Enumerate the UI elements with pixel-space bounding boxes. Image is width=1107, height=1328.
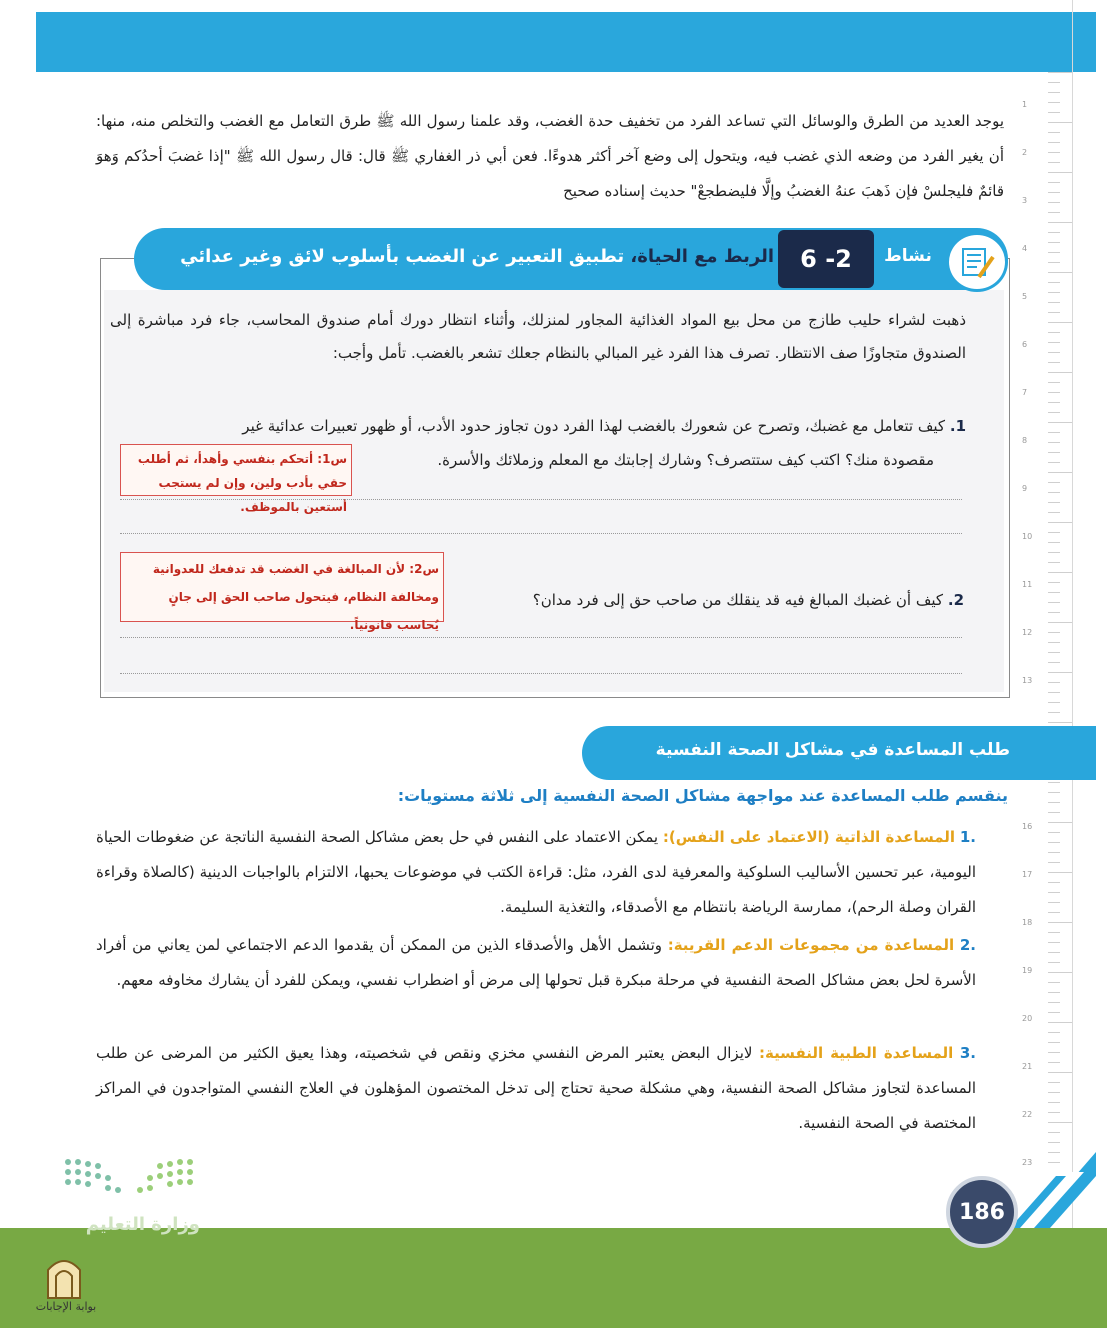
top-banner <box>36 12 1096 72</box>
ruler-number: 4 <box>1022 244 1028 253</box>
activity-icon <box>946 232 1008 292</box>
ruler-tick <box>1048 392 1060 393</box>
ruler-tick <box>1048 322 1072 323</box>
ruler-tick <box>1048 482 1060 483</box>
answer-line <box>120 672 962 674</box>
ruler-tick <box>1048 102 1060 103</box>
ruler-tick <box>1048 92 1060 93</box>
help-level-3-number: .3 <box>959 1044 976 1062</box>
ruler-tick <box>1048 462 1060 463</box>
ruler-number: 13 <box>1022 676 1033 685</box>
activity-title-strong: الربط مع الحياة، <box>630 246 774 267</box>
ruler-tick <box>1048 972 1072 973</box>
answer-line <box>120 636 962 638</box>
ruler-tick <box>1048 382 1060 383</box>
ruler-tick <box>1048 682 1060 683</box>
ruler-tick <box>1048 162 1060 163</box>
help-level-2 <box>96 928 976 998</box>
ruler-tick <box>1048 452 1060 453</box>
question-1-number: 1. <box>949 417 966 435</box>
ruler-tick <box>1048 212 1060 213</box>
ruler-tick <box>1048 1072 1072 1073</box>
ruler-number: 9 <box>1022 484 1028 493</box>
portal-logo-text: بوابة الإجابات <box>35 1300 97 1313</box>
ruler-tick <box>1048 492 1060 493</box>
ruler-tick <box>1048 222 1072 223</box>
ruler-number: 17 <box>1022 870 1033 879</box>
ruler-tick <box>1048 642 1060 643</box>
section-title: طلب المساعدة في مشاكل الصحة النفسية <box>655 740 1010 760</box>
ruler-tick <box>1048 902 1060 903</box>
ruler-tick <box>1048 1052 1060 1053</box>
ruler-tick <box>1048 612 1060 613</box>
question-1-line2: مقصودة منك؟ اكتب كيف ستتصرف؟ وشارك إجابتك مع المعلم وزملائك والأسرة. <box>437 451 934 469</box>
help-level-2-text: وتشمل الأهل والأصدقاء الذين من الممكن أن يقدموا الدعم الاجتماعي لمن يعاني من أفراد الأسرة لحل بعض مشاكل الصحة النفسية في مرحلة مبكرة قبل تحولها إلى مرض أو اضطراب نفسي، ويمكن للفرد أن يشارك مخاوفه معهم. <box>96 936 976 989</box>
ruler-tick <box>1048 112 1060 113</box>
ruler-tick <box>1048 552 1060 553</box>
ruler-number: 2 <box>1022 148 1028 157</box>
ruler-tick <box>1048 1082 1060 1083</box>
ruler-tick <box>1048 302 1060 303</box>
ruler-tick <box>1048 662 1060 663</box>
ruler-tick <box>1048 932 1060 933</box>
help-level-2-number: .2 <box>959 936 976 954</box>
ruler-tick <box>1048 152 1060 153</box>
ruler-tick <box>1048 632 1060 633</box>
ruler-number: 7 <box>1022 388 1028 397</box>
ruler-tick <box>1048 982 1060 983</box>
ruler-tick <box>1048 352 1060 353</box>
ruler-tick <box>1048 312 1060 313</box>
ruler-tick <box>1048 402 1060 403</box>
ruler-tick <box>1048 292 1060 293</box>
activity-title-rest: تطبيق التعبير عن الغضب بأسلوب لائق وغير عدائي <box>180 246 631 267</box>
margin-ruler <box>1020 72 1072 1172</box>
ruler-tick <box>1048 912 1060 913</box>
ruler-tick <box>1048 922 1072 923</box>
ruler-tick <box>1048 782 1060 783</box>
ruler-tick <box>1048 862 1060 863</box>
ruler-number: 16 <box>1022 822 1033 831</box>
help-level-3-label: المساعدة الطبية النفسية: <box>758 1044 954 1062</box>
ruler-tick <box>1048 242 1060 243</box>
ruler-number: 5 <box>1022 292 1028 301</box>
ruler-tick <box>1048 362 1060 363</box>
ruler-tick <box>1048 562 1060 563</box>
ruler-tick <box>1048 892 1060 893</box>
ruler-tick <box>1048 602 1060 603</box>
footer-band <box>0 1228 1107 1328</box>
ruler-tick <box>1048 532 1060 533</box>
ruler-tick <box>1048 182 1060 183</box>
question-2-number: 2. <box>947 591 964 609</box>
ruler-tick <box>1048 1142 1060 1143</box>
ruler-tick <box>1048 702 1060 703</box>
ruler-tick <box>1048 72 1072 73</box>
activity-number: 6 -2 <box>778 230 874 288</box>
ruler-tick <box>1048 542 1060 543</box>
ruler-tick <box>1048 672 1072 673</box>
ruler-tick <box>1048 252 1060 253</box>
ruler-tick <box>1048 142 1060 143</box>
portal-logo-icon <box>44 1252 84 1300</box>
answer-1: س1: أتحكم بنفسي وأهدأ، ثم أطلب حقي بأدب ولين، وإن لم يستجب أستعين بالموظف. <box>120 444 352 496</box>
ruler-number: 1 <box>1022 100 1028 109</box>
ruler-number: 23 <box>1022 1158 1033 1167</box>
ruler-tick <box>1048 122 1072 123</box>
intro-paragraph: يوجد العديد من الطرق والوسائل التي تساعد الفرد من تخفيف حدة الغضب، وقد علمنا رسول الله ﷺ طرق التعامل مع الغضب والتخلص منه، منها: أن يغير الفرد من وضعه الذي غضب فيه، ويتحول إلى وضع آخر أكثر هدوءًا. فعن أبي ذر الغفاري ﷺ قال: قال رسول الله ﷺ "إذا غضبَ أحدُكم وَهوَ قائمٌ فليجلسْ فإن ذَهبَ عنهُ الغضبُ وإلَّا فليضطجعْ" حديث إسناده صحيح <box>96 112 1004 200</box>
ruler-number: 11 <box>1022 580 1033 589</box>
ruler-tick <box>1048 1092 1060 1093</box>
ruler-tick <box>1048 882 1060 883</box>
ruler-tick <box>1048 582 1060 583</box>
help-level-3-text: لايزال البعض يعتبر المرض النفسي مخزي ونقص في شخصيته، وهذا يعيق الكثير من المرضى عن طلب المساعدة لتجاوز مشاكل الصحة النفسية، وهي مشكلة صحية تحتاج إلى تدخل المختصون المؤهلون في العلاج النفسي المتواجدون في المراكز المختصة في الصحة النفسية. <box>96 1044 976 1132</box>
help-level-1 <box>96 820 976 925</box>
ruler-number: 18 <box>1022 918 1033 927</box>
ruler-tick <box>1048 802 1060 803</box>
answer-2: س2: لأن المبالغة في الغضب قد تدفعك للعدوانية ومخالفة النظام، فيتحول صاحب الحق إلى جانٍ يُحاسب قانونياً. <box>120 552 444 622</box>
ruler-tick <box>1048 342 1060 343</box>
ruler-tick <box>1048 852 1060 853</box>
help-level-2-label: المساعدة من مجموعات الدعم القريبة: <box>667 936 955 954</box>
answer-line <box>120 498 962 500</box>
ruler-tick <box>1048 1042 1060 1043</box>
ruler-tick <box>1048 1012 1060 1013</box>
footer-stripe-icon <box>1010 1152 1096 1228</box>
ruler-tick <box>1048 1062 1060 1063</box>
ruler-tick <box>1048 432 1060 433</box>
ruler-tick <box>1048 692 1060 693</box>
ruler-tick <box>1048 952 1060 953</box>
ministry-logo-text: وزارة التعليم <box>85 1214 200 1235</box>
question-2 <box>470 584 964 616</box>
question-2-text: كيف أن غضبك المبالغ فيه قد ينقلك من صاحب حق إلى فرد مدان؟ <box>532 591 944 609</box>
ruler-tick <box>1048 1112 1060 1113</box>
ruler-tick <box>1048 1132 1060 1133</box>
ruler-tick <box>1048 332 1060 333</box>
section-subtitle: ينقسم طلب المساعدة عند مواجهة مشاكل الصحة النفسية إلى ثلاثة مستويات: <box>397 786 1008 805</box>
ruler-tick <box>1048 832 1060 833</box>
ruler-tick <box>1048 372 1072 373</box>
ruler-tick <box>1048 472 1072 473</box>
ruler-tick <box>1048 592 1060 593</box>
question-1 <box>110 410 966 442</box>
ruler-tick <box>1048 962 1060 963</box>
ruler-tick <box>1048 192 1060 193</box>
ruler-tick <box>1048 522 1072 523</box>
margin-line <box>1072 0 1073 1328</box>
ruler-tick <box>1048 502 1060 503</box>
ruler-tick <box>1048 82 1060 83</box>
ruler-tick <box>1048 412 1060 413</box>
ruler-tick <box>1048 812 1060 813</box>
ruler-number: 3 <box>1022 196 1028 205</box>
ruler-number: 21 <box>1022 1062 1033 1071</box>
ruler-tick <box>1048 622 1072 623</box>
ruler-tick <box>1048 422 1072 423</box>
ruler-number: 19 <box>1022 966 1033 975</box>
activity-scenario: ذهبت لشراء حليب طازج من محل بيع المواد الغذائية المجاور لمنزلك، وأثناء انتظار دورك أمام صندوق المحاسب، جاء فرد مباشرة إلى الصندوق متجاوزًا صف الانتظار. تصرف هذا الفرد غير المبالي بالنظام جعلك تشعر بالغضب. تأمل وأجب: <box>110 311 966 362</box>
ruler-tick <box>1048 232 1060 233</box>
ruler-tick <box>1048 872 1072 873</box>
ruler-tick <box>1048 992 1060 993</box>
activity-label: نشاط <box>884 246 932 266</box>
ruler-tick <box>1048 172 1072 173</box>
ruler-tick <box>1048 1022 1072 1023</box>
answer-line <box>120 532 962 534</box>
ruler-tick <box>1048 722 1072 723</box>
ruler-tick <box>1048 132 1060 133</box>
ruler-tick <box>1048 712 1060 713</box>
ruler-number: 20 <box>1022 1014 1033 1023</box>
ruler-tick <box>1048 262 1060 263</box>
help-level-1-label: المساعدة الذاتية (الاعتماد على النفس): <box>662 828 956 846</box>
ruler-tick <box>1048 1122 1072 1123</box>
ruler-tick <box>1048 652 1060 653</box>
help-level-3 <box>96 1036 976 1141</box>
ruler-tick <box>1048 1002 1060 1003</box>
ruler-number: 22 <box>1022 1110 1033 1119</box>
notepad-pencil-icon <box>949 235 1005 289</box>
ruler-tick <box>1048 272 1072 273</box>
ruler-tick <box>1048 942 1060 943</box>
activity-title <box>150 246 774 267</box>
ruler-number: 12 <box>1022 628 1033 637</box>
ruler-tick <box>1048 202 1060 203</box>
ruler-number: 8 <box>1022 436 1028 445</box>
page-number: 186 <box>946 1176 1018 1248</box>
ruler-tick <box>1048 822 1072 823</box>
ruler-number: 10 <box>1022 532 1033 541</box>
ruler-tick <box>1048 1102 1060 1103</box>
ruler-tick <box>1048 572 1072 573</box>
ruler-tick <box>1048 442 1060 443</box>
ruler-tick <box>1048 512 1060 513</box>
question-1-line1: كيف تتعامل مع غضبك، وتصرح عن شعورك بالغضب لهذا الفرد دون تجاوز حدود الأدب، أو ظهور تعبيرات عدائية غير <box>242 417 946 435</box>
ruler-tick <box>1048 842 1060 843</box>
help-level-1-text: يمكن الاعتماد على النفس في حل بعض مشاكل الصحة النفسية الناتجة عن ضغوطات الحياة اليومية، عبر تحسين الأساليب السلوكية والمعرفية لدى الفرد، مثل: قراءة الكتب في موضوعات يحبها، الالتزام بالواجبات الدينية (كالصلاة وقراءة القران وصلة الرحم)، ممارسة الرياضة بانتظام مع الأصدقاء، والتغذية السليمة. <box>96 828 976 916</box>
ruler-tick <box>1048 282 1060 283</box>
ruler-tick <box>1048 792 1060 793</box>
help-level-1-number: .1 <box>959 828 976 846</box>
ruler-tick <box>1048 1032 1060 1033</box>
ruler-number: 6 <box>1022 340 1028 349</box>
